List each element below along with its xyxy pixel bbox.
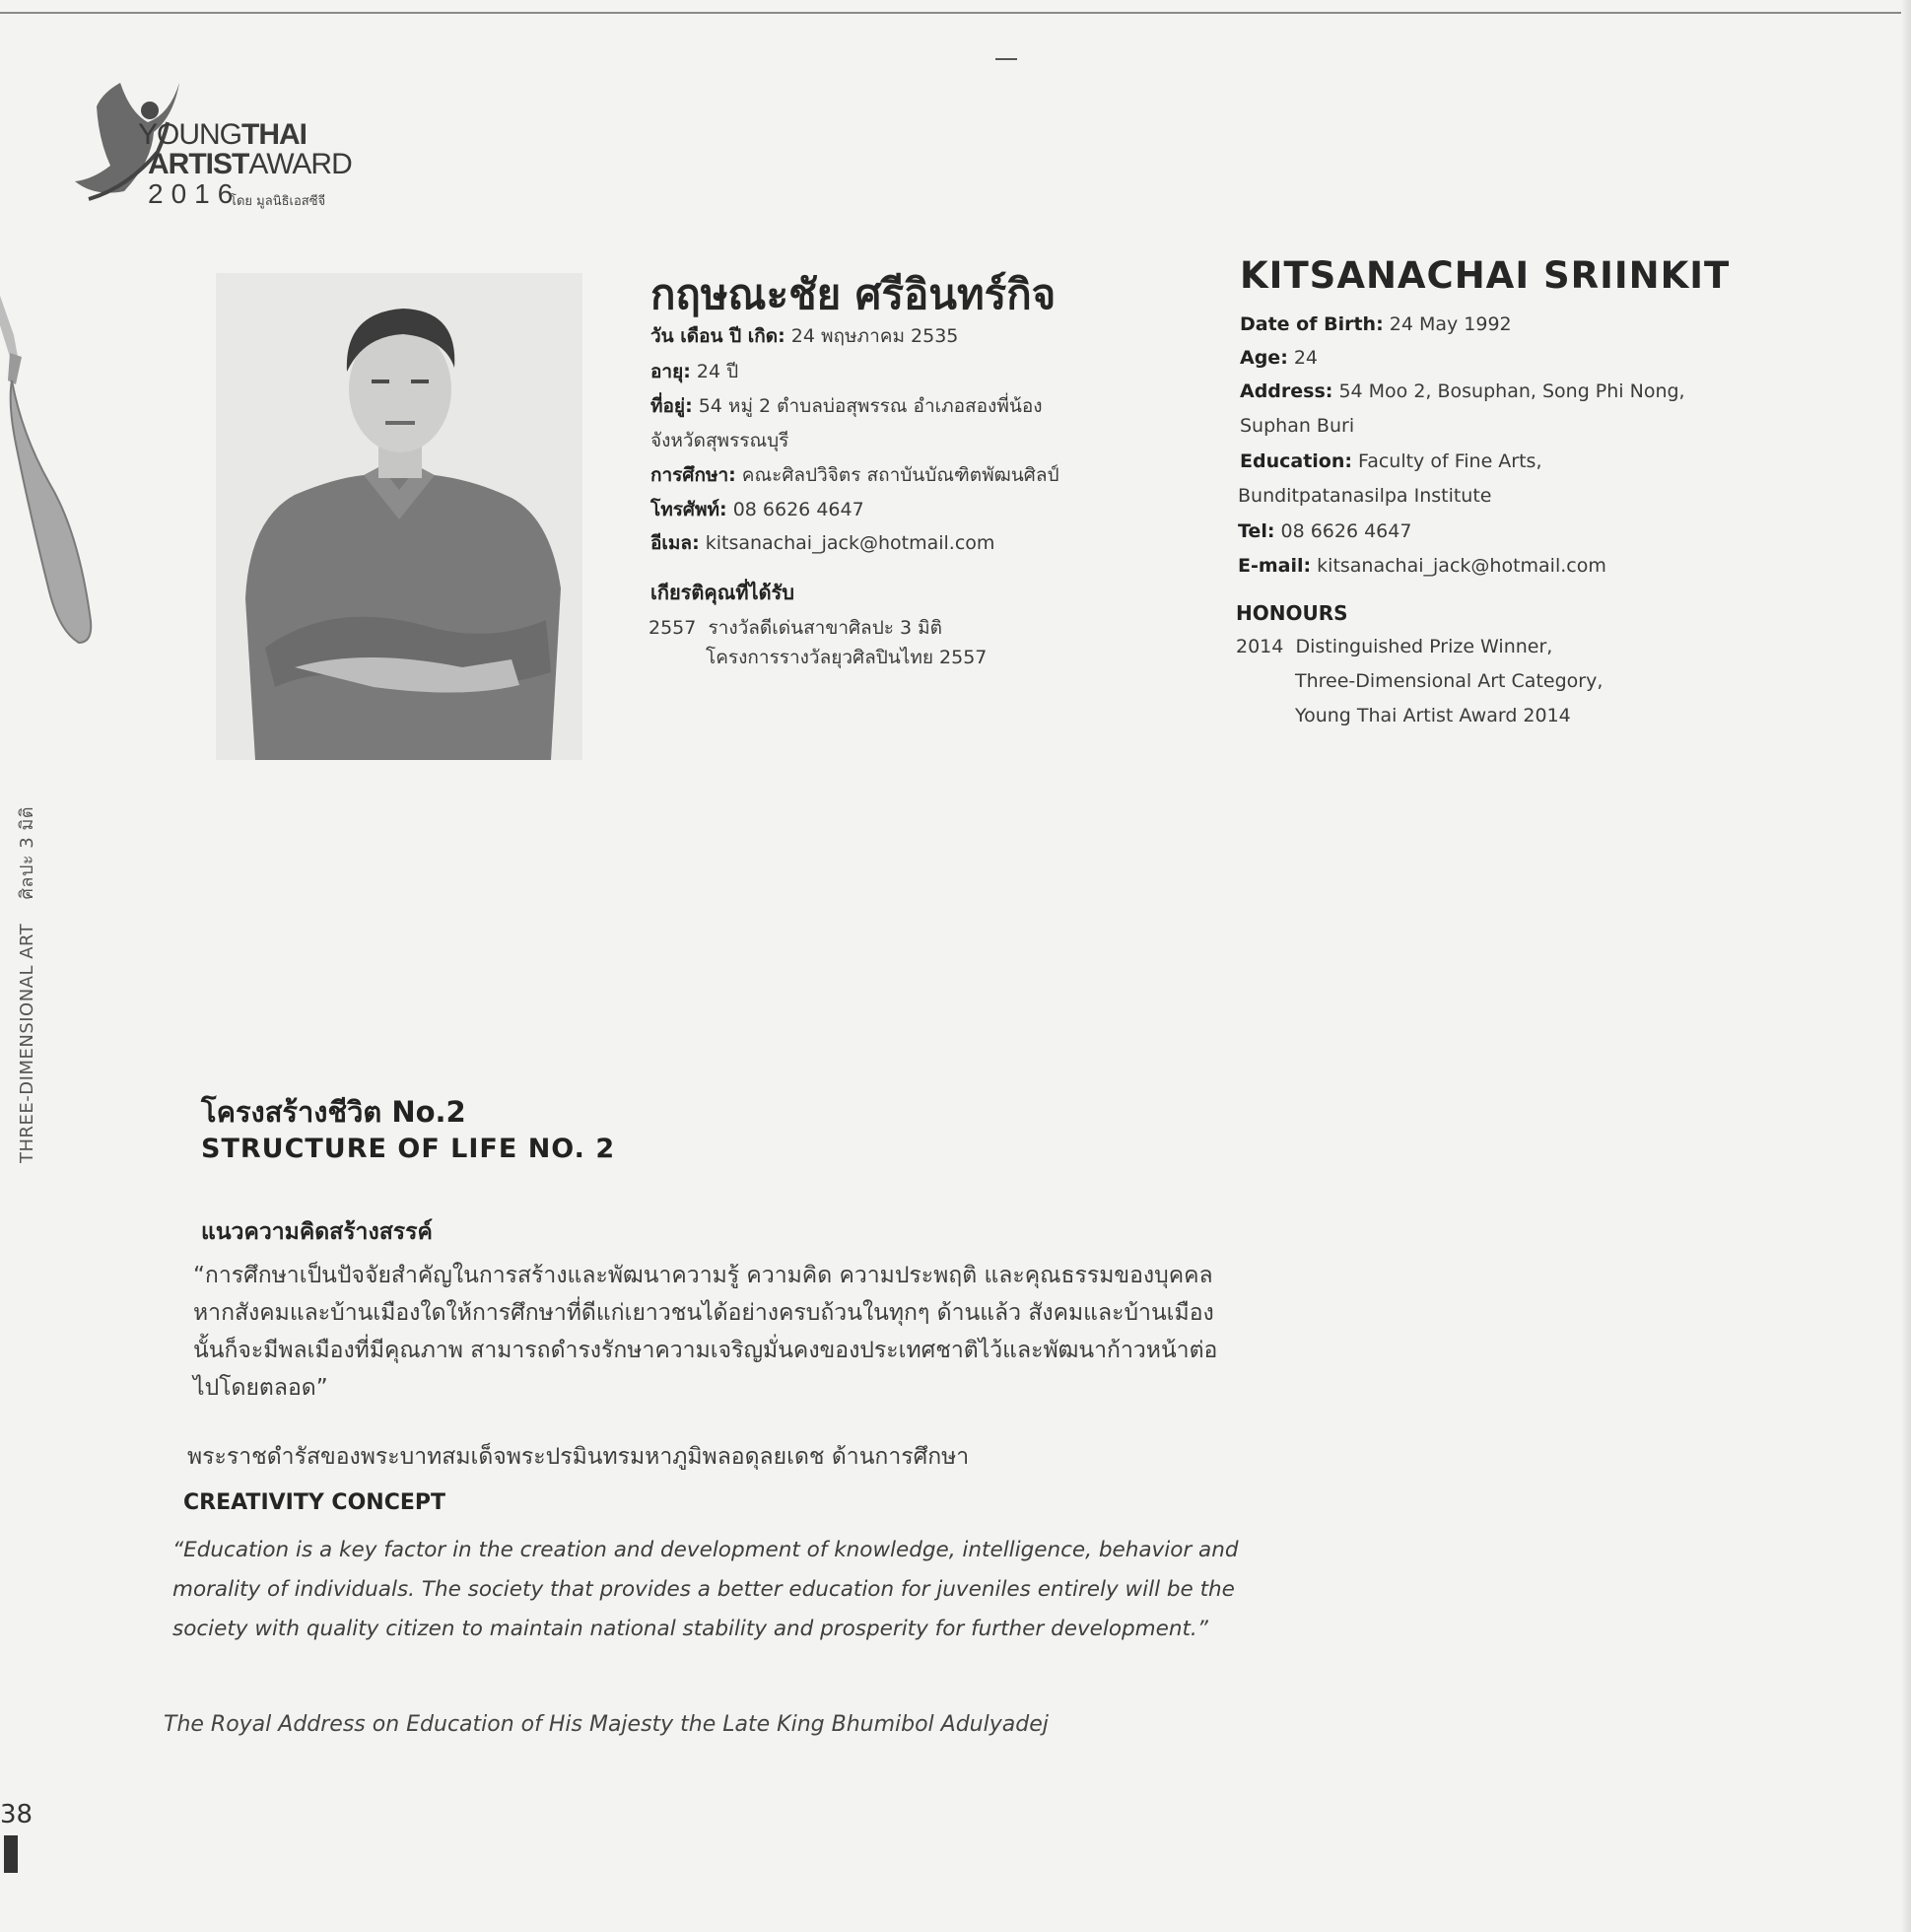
english-honour-item: 2014 Distinguished Prize Winner, bbox=[1236, 636, 1553, 657]
english-honour-item-line2: Three-Dimensional Art Category, bbox=[1295, 670, 1604, 692]
thai-honour-item-line2: โครงการรางวัลยุวศิลปินไทย 2557 bbox=[706, 647, 988, 668]
artist-name-english: KITSANACHAI SRIINKIT bbox=[1240, 254, 1731, 297]
citation-thai: พระราชดำรัสของพระบาทสมเด็จพระปรมินทรมหาภูมิพลอดุลยเดช ด้านการศึกษา bbox=[187, 1444, 970, 1470]
thai-tel: โทรศัพท์: 08 6626 4647 bbox=[650, 499, 864, 520]
english-education-line2: Bunditpatanasilpa Institute bbox=[1238, 485, 1492, 507]
thai-address-line2: จังหวัดสุพรรณบุรี bbox=[650, 430, 789, 451]
artist-portrait-photo bbox=[216, 273, 582, 760]
thai-email: อีเมล: kitsanachai_jack@hotmail.com bbox=[650, 532, 995, 554]
thai-dob: วัน เดือน ปี เกิด: 24 พฤษภาคม 2535 bbox=[650, 325, 959, 347]
english-tel: Tel: 08 6626 4647 bbox=[1238, 520, 1412, 542]
english-dob: Date of Birth: 24 May 1992 bbox=[1240, 313, 1512, 335]
category-label-en: THREE-DIMENSIONAL ART bbox=[17, 923, 37, 1163]
work-title-english: STRUCTURE OF LIFE NO. 2 bbox=[201, 1134, 616, 1164]
logo-year: 2016 bbox=[148, 178, 241, 209]
english-age: Age: 24 bbox=[1240, 347, 1319, 369]
category-side-label bbox=[12, 789, 40, 1163]
thai-honours-title: เกียรติคุณที่ได้รับ bbox=[650, 581, 794, 604]
top-rule bbox=[0, 12, 1911, 14]
thai-education: การศึกษา: คณะศิลปวิจิตร สถาบันบัณฑิตพัฒนศิลป์ bbox=[650, 464, 1059, 486]
concept-paragraph-english: “Education is a key factor in the creation and development of knowledge, intelligence, behavior and morality of individuals. The society that provides a better education for juveniles entirely will be the society with quality citizen to maintain national stability and prosperity for further development.” bbox=[172, 1538, 1239, 1641]
artist-name-thai: กฤษณะชัย ศรีอินทร์กิจ bbox=[650, 270, 1057, 318]
english-honour-item-line3: Young Thai Artist Award 2014 bbox=[1295, 705, 1571, 726]
logo-sub-text: โดย มูลนิธิเอสซีจี bbox=[230, 194, 326, 209]
english-address: Address: 54 Moo 2, Bosuphan, Song Phi Nong, bbox=[1240, 380, 1685, 402]
top-dash bbox=[995, 58, 1017, 60]
page-edge-shadow bbox=[1901, 0, 1911, 1932]
concept-heading-english: CREATIVITY CONCEPT bbox=[183, 1490, 445, 1515]
logo-text-line1: YOUNGTHAI bbox=[138, 118, 307, 151]
citation-english: The Royal Address on Education of His Majesty the Late King Bhumibol Adulyadej bbox=[164, 1712, 1049, 1737]
page-marker-bar bbox=[4, 1835, 18, 1873]
thai-address: ที่อยู่: 54 หมู่ 2 ตำบลบ่อสุพรรณ อำเภอสองพี่น้อง bbox=[650, 395, 1043, 417]
logo-text-line2: ARTISTAWARD bbox=[148, 148, 352, 180]
english-email: E-mail: kitsanachai_jack@hotmail.com bbox=[1238, 555, 1606, 577]
category-label-th: ศิลปะ 3 มิติ bbox=[17, 806, 37, 900]
thai-age: อายุ: 24 ปี bbox=[650, 361, 739, 382]
concept-heading-thai: แนวความคิดสร้างสรรค์ bbox=[201, 1219, 433, 1245]
concept-paragraph-thai: “การศึกษาเป็นปัจจัยสำคัญในการสร้างและพัฒนาความรู้ ความคิด ความประพฤติ และคุณธรรมของบุคคล หากสังคมและบ้านเมืองใดให้การศึกษาที่ดีแก่เยาวชนได้อย่างครบถ้วนในทุกๆ ด้านแล้ว สังคมและบ้านเมืองนั้นก็จะมีพลเมืองที่มีคุณภาพ สามารถดำรงรักษาความเจริญมั่นคงของประเทศชาติไว้และพัฒนาก้าวหน้าต่อไปโดยตลอด” bbox=[193, 1263, 1218, 1401]
english-honours-title: HONOURS bbox=[1236, 601, 1348, 625]
english-address-line2: Suphan Buri bbox=[1240, 415, 1355, 437]
english-education: Education: Faculty of Fine Arts, bbox=[1240, 450, 1542, 472]
work-title-thai: โครงสร้างชีวิต No.2 bbox=[201, 1095, 466, 1129]
thai-honour-item: 2557 รางวัลดีเด่นสาขาศิลปะ 3 มิติ bbox=[648, 617, 942, 639]
page-number: 38 bbox=[0, 1800, 34, 1829]
palette-knife-image bbox=[0, 296, 108, 670]
